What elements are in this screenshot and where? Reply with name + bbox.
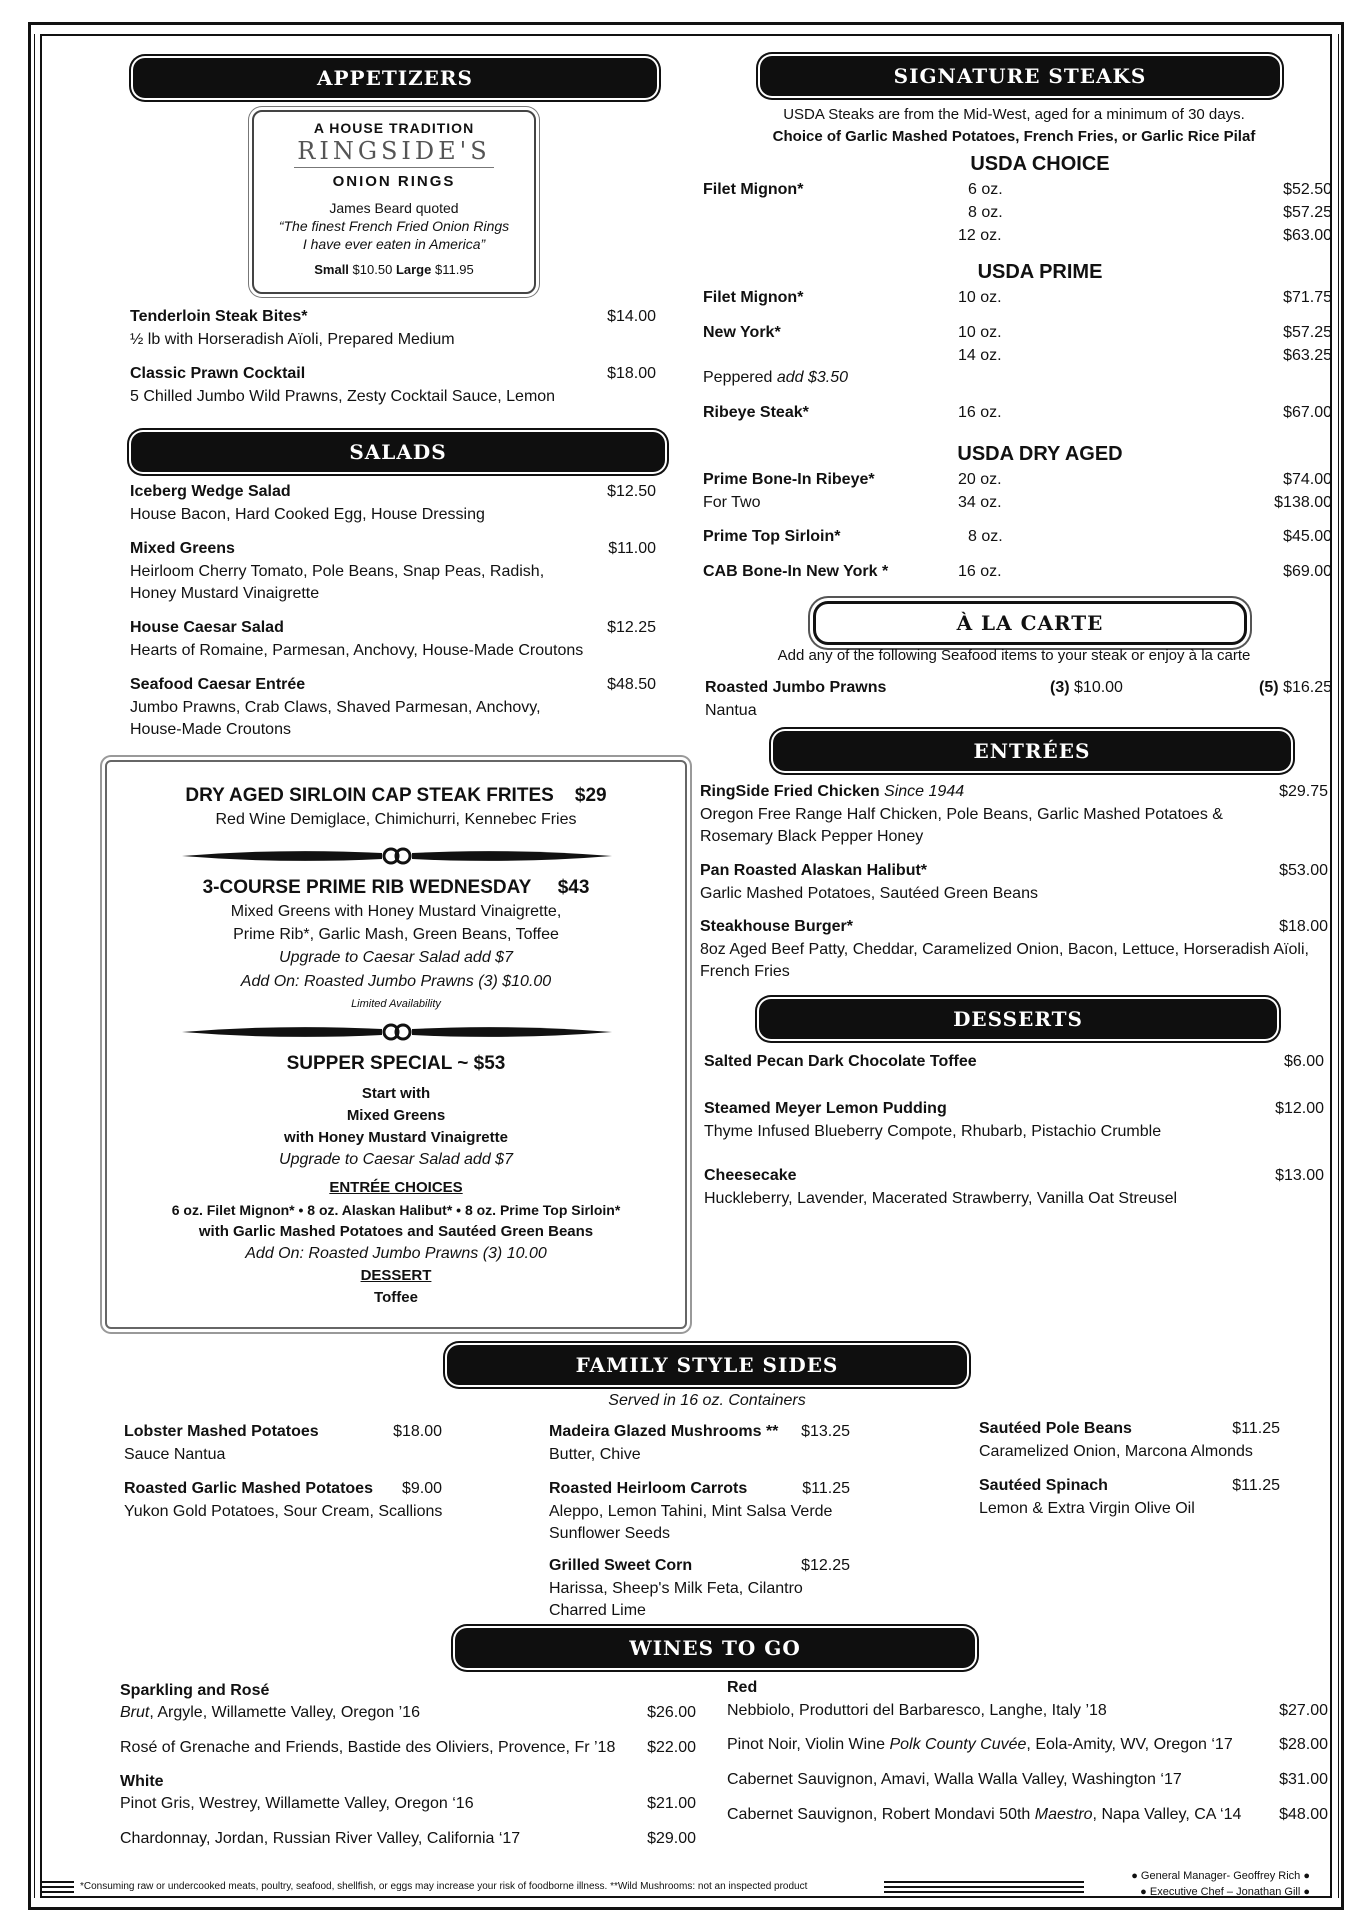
dessert-name: Salted Pecan Dark Chocolate Toffee [704, 1053, 977, 1070]
supper-title: SUPPER SPECIAL ~ $53 [286, 1053, 506, 1074]
steak-price: $63.00 [1283, 227, 1332, 244]
side-name: Sautéed Spinach [979, 1477, 1108, 1494]
qty-price: $16.25 [1283, 679, 1332, 696]
wine-section-heading: White [120, 1773, 164, 1790]
usda-dry-aged-heading: USDA DRY AGED [957, 443, 1123, 465]
steak-size: 8 oz. [968, 528, 1003, 545]
steak-size: 16 oz. [958, 404, 1002, 421]
appetizers-title: APPETIZERS [317, 66, 473, 90]
qty-label: (3) [1050, 679, 1070, 696]
signature-steaks-title: SIGNATURE STEAKS [893, 64, 1147, 88]
menu-item-price: $12.25 [607, 619, 656, 636]
side-price: $18.00 [393, 1423, 442, 1440]
wine-style: Brut [120, 1704, 150, 1721]
entree-desc: 8oz Aged Beef Patty, Cheddar, Caramelized Onion, Bacon, Lettuce, Horseradish Aïoli, [700, 941, 1309, 958]
a-la-carte-banner [816, 604, 1244, 642]
small-price: $10.50 [352, 262, 393, 277]
entree-desc: Oregon Free Range Half Chicken, Pole Beans, Garlic Mashed Potatoes & [700, 806, 1223, 823]
frites-price: $29 [574, 785, 607, 806]
desserts-banner [759, 999, 1277, 1039]
wine-section-heading: Red [727, 1679, 758, 1696]
steak-name: Prime Top Sirloin* [703, 528, 841, 545]
entree-desc: Garlic Mashed Potatoes, Sautéed Green Beans [700, 885, 1038, 902]
steak-name: Prime Bone-In Ribeye* [703, 471, 875, 488]
dessert-desc: Huckleberry, Lavender, Macerated Strawberry, Vanilla Oat Streusel [704, 1190, 1178, 1207]
entree-name: Steakhouse Burger* [700, 918, 853, 935]
page-border-rule-right [1338, 34, 1339, 1898]
steak-name: Filet Mignon* [703, 289, 804, 306]
side-name: Madeira Glazed Mushrooms ** [549, 1423, 779, 1440]
prime-price: $43 [557, 877, 590, 898]
steak-size: 14 oz. [958, 347, 1002, 364]
menu-item-desc: 5 Chilled Jumbo Wild Prawns, Zesty Cocktail Sauce, Lemon [130, 388, 556, 405]
steak-size: 20 oz. [958, 471, 1002, 488]
wine-item [727, 1735, 1233, 1755]
menu-item-name: Seafood Caesar Entrée [130, 676, 306, 693]
wine-section-heading: Sparkling and Rosé [120, 1682, 270, 1699]
menu-item-desc: Honey Mustard Vinaigrette [130, 585, 320, 602]
entree-choices-line-2: with Garlic Mashed Potatoes and Sautéed Green Beans [198, 1223, 594, 1240]
tradition-kicker: A HOUSE TRADITION [313, 120, 475, 136]
entree-price: $18.00 [1279, 918, 1328, 935]
wine-desc: Cabernet Sauvignon, Robert Mondavi 50th [727, 1806, 1035, 1823]
menu-item-price: $11.00 [608, 540, 656, 557]
menu-item-price: $12.50 [607, 483, 656, 500]
menu-item-desc: Heirloom Cherry Tomato, Pole Beans, Snap Peas, Radish, [130, 563, 545, 580]
dessert-price: $12.00 [1275, 1100, 1324, 1117]
footer-rule [884, 1891, 1084, 1893]
tradition-quote-by: James Beard quoted [329, 200, 459, 216]
steak-price: $67.00 [1283, 404, 1332, 421]
signature-steaks-banner [760, 56, 1280, 96]
wine-price: $28.00 [1279, 1736, 1328, 1753]
steak-size: 8 oz. [968, 204, 1003, 221]
specials-box [105, 760, 687, 1329]
side-name: Roasted Heirloom Carrots [549, 1480, 748, 1497]
prime-title: 3-COURSE PRIME RIB WEDNESDAY [202, 877, 532, 898]
menu-item-price: $14.00 [607, 308, 656, 325]
menu-item-name: Iceberg Wedge Salad [130, 483, 291, 500]
side-desc: Butter, Chive [549, 1446, 641, 1463]
side-name: Sautéed Pole Beans [979, 1420, 1132, 1437]
menu-item-desc: House Bacon, Hard Cooked Egg, House Dressing [130, 506, 485, 523]
side-price: $11.25 [802, 1480, 850, 1497]
wine-item: Chardonnay, Jordan, Russian River Valley, California ‘17 [120, 1830, 521, 1847]
entrees-title: ENTRÉES [973, 739, 1091, 763]
peppered-note [703, 368, 848, 388]
sides-note: Served in 16 oz. Containers [608, 1392, 806, 1409]
usda-prime-heading: USDA PRIME [977, 261, 1103, 283]
appetizers-banner [133, 58, 657, 98]
steak-size: 10 oz. [958, 289, 1002, 306]
page-border-rule-left [34, 34, 35, 1898]
dessert-name: Cheesecake [704, 1167, 797, 1184]
peppered-price: add $3.50 [776, 369, 849, 386]
menu-item-desc: ½ lb with Horseradish Aïoli, Prepared Medium [130, 331, 455, 348]
tradition-name: ONION RINGS [332, 173, 456, 190]
footer-rule [42, 1881, 74, 1883]
ringsides-logo: RINGSIDE'S [297, 137, 491, 165]
footer-rule [884, 1881, 1084, 1883]
peppered-label: Peppered [703, 369, 773, 386]
side-desc: Aleppo, Lemon Tahini, Mint Salsa Verde [549, 1503, 833, 1520]
side-desc: Sauce Nantua [124, 1446, 226, 1463]
supper-line-2: Mixed Greens [346, 1107, 446, 1124]
steak-sub: For Two [703, 494, 761, 511]
prime-line-4: Add On: Roasted Jumbo Prawns (3) $10.00 [240, 973, 552, 990]
footer-rule [42, 1891, 74, 1893]
wine-price: $31.00 [1279, 1771, 1328, 1788]
steak-name: New York* [703, 324, 781, 341]
entree-price: $29.75 [1279, 783, 1328, 800]
a-la-carte-price-3 [1050, 678, 1123, 698]
footer-executive-chef: ● Executive Chef – Jonathan Gill ● [1140, 1886, 1310, 1898]
tradition-prices [254, 260, 534, 280]
wine-item [727, 1805, 1241, 1825]
side-price: $11.25 [1232, 1477, 1280, 1494]
steak-size: 34 oz. [958, 494, 1002, 511]
wine-price: $26.00 [647, 1704, 696, 1721]
menu-item-price: $18.00 [607, 365, 656, 382]
side-desc: Charred Lime [549, 1602, 646, 1619]
family-style-sides-title: FAMILY STYLE SIDES [575, 1353, 839, 1377]
side-desc: Sunflower Seeds [549, 1525, 670, 1542]
steak-size: 16 oz. [958, 563, 1002, 580]
wine-item: Rosé of Grenache and Friends, Bastide des Oliviers, Provence, Fr ’18 [120, 1739, 616, 1756]
side-name: Lobster Mashed Potatoes [124, 1423, 319, 1440]
prime-heading [107, 876, 685, 900]
steak-price: $71.75 [1283, 289, 1332, 306]
wines-to-go-title: WINES TO GO [629, 1636, 801, 1660]
wine-price: $48.00 [1279, 1806, 1328, 1823]
frites-title: DRY AGED SIRLOIN CAP STEAK FRITES [185, 785, 554, 806]
dessert-item: Toffee [374, 1289, 418, 1306]
entree-choices-heading: ENTRÉE CHOICES [329, 1179, 463, 1196]
menu-item-desc: House-Made Croutons [130, 721, 291, 738]
footer-general-manager: ● General Manager- Geoffrey Rich ● [1131, 1870, 1310, 1882]
dessert-name: Steamed Meyer Lemon Pudding [704, 1100, 947, 1117]
frites-heading [107, 784, 685, 808]
dessert-heading: DESSERT [360, 1267, 432, 1284]
ornamental-divider [182, 844, 612, 868]
steak-price: $45.00 [1283, 528, 1332, 545]
wine-price: $27.00 [1279, 1702, 1328, 1719]
menu-item-desc: Jumbo Prawns, Crab Claws, Shaved Parmesan, Anchovy, [130, 699, 541, 716]
onion-rings-card [252, 110, 536, 294]
steak-price: $57.25 [1283, 204, 1332, 221]
entree-since: Since 1944 [884, 783, 965, 800]
side-name: Grilled Sweet Corn [549, 1557, 693, 1574]
wine-price: $29.00 [647, 1830, 696, 1847]
entree-desc: Rosemary Black Pepper Honey [700, 828, 924, 845]
wine-item: Nebbiolo, Produttori del Barbaresco, Langhe, Italy ’18 [727, 1702, 1107, 1719]
wine-cuvee: Polk County Cuvée [889, 1736, 1027, 1753]
entree-name: RingSide Fried Chicken [700, 783, 880, 800]
side-price: $9.00 [401, 1480, 442, 1497]
wine-desc: Pinot Noir, Violin Wine [727, 1736, 890, 1753]
wine-price: $22.00 [647, 1739, 696, 1756]
entrees-banner [773, 731, 1291, 771]
steak-price: $138.00 [1274, 494, 1332, 511]
side-desc: Harissa, Sheep's Milk Feta, Cilantro [549, 1580, 803, 1597]
steak-price: $52.50 [1283, 181, 1332, 198]
prime-line-1: Mixed Greens with Honey Mustard Vinaigrette, [230, 903, 562, 920]
a-la-carte-note: Add any of the following Seafood items to your steak or enjoy à la carte [777, 647, 1251, 664]
steak-price: $57.25 [1283, 324, 1332, 341]
side-desc: Yukon Gold Potatoes, Sour Cream, Scallions [124, 1503, 443, 1520]
entree-choices-line-1: 6 oz. Filet Mignon* • 8 oz. Alaskan Halibut* • 8 oz. Prime Top Sirloin* [171, 1202, 621, 1218]
qty-label: (5) [1259, 679, 1279, 696]
steak-price: $74.00 [1283, 471, 1332, 488]
prime-line-2: Prime Rib*, Garlic Mash, Green Beans, Toffee [233, 926, 559, 943]
usda-choice-heading: USDA CHOICE [970, 153, 1110, 175]
tradition-quote-2: I have ever eaten in America” [302, 236, 486, 252]
entree-price: $53.00 [1279, 862, 1328, 879]
wine-desc: , Napa Valley, CA ‘14 [1092, 1806, 1242, 1823]
steak-price: $69.00 [1283, 563, 1332, 580]
menu-item-name: Mixed Greens [130, 540, 235, 557]
a-la-carte-item: Roasted Jumbo Prawns [705, 679, 887, 696]
supper-line-1: Start with [361, 1085, 431, 1102]
wine-cuvee: Maestro [1034, 1806, 1093, 1823]
desserts-title: DESSERTS [953, 1007, 1083, 1031]
family-style-sides-banner [447, 1345, 967, 1385]
side-price: $11.25 [1232, 1420, 1280, 1437]
prime-line-3: Upgrade to Caesar Salad add $7 [279, 949, 513, 966]
menu-item-price: $48.50 [607, 676, 656, 693]
dessert-desc: Thyme Infused Blueberry Compote, Rhubarb, Pistachio Crumble [704, 1123, 1162, 1140]
small-label: Small [314, 262, 349, 277]
dessert-price: $13.00 [1275, 1167, 1324, 1184]
wine-item: Cabernet Sauvignon, Amavi, Walla Walla Valley, Washington ‘17 [727, 1771, 1182, 1788]
steak-name: Ribeye Steak* [703, 404, 809, 421]
a-la-carte-price-5 [1200, 678, 1332, 698]
wine-item: Pinot Gris, Westrey, Willamette Valley, Oregon ‘16 [120, 1795, 474, 1812]
side-desc: Lemon & Extra Virgin Olive Oil [979, 1500, 1195, 1517]
side-price: $13.25 [801, 1423, 850, 1440]
tradition-quote-1: “The finest French Fried Onion Rings [278, 218, 510, 234]
side-price: $12.25 [801, 1557, 850, 1574]
entree-choices-line-3: Add On: Roasted Jumbo Prawns (3) 10.00 [245, 1245, 547, 1262]
side-name: Roasted Garlic Mashed Potatoes [124, 1480, 373, 1497]
footer-rule [884, 1886, 1084, 1888]
steaks-note-2: Choice of Garlic Mashed Potatoes, French Fries, or Garlic Rice Pilaf [772, 128, 1256, 145]
steaks-note-1: USDA Steaks are from the Mid-West, aged for a minimum of 30 days. [783, 106, 1245, 123]
steak-name: CAB Bone-In New York * [703, 563, 889, 580]
side-desc: Caramelized Onion, Marcona Almonds [979, 1443, 1253, 1460]
menu-item-desc: Hearts of Romaine, Parmesan, Anchovy, House-Made Croutons [130, 642, 584, 659]
tradition-rule [294, 167, 494, 168]
supper-line-4: Upgrade to Caesar Salad add $7 [279, 1151, 513, 1168]
dessert-price: $6.00 [1283, 1053, 1324, 1070]
salads-title: SALADS [349, 440, 447, 464]
qty-price: $10.00 [1074, 679, 1123, 696]
large-label: Large [395, 262, 432, 277]
wine-item [120, 1703, 420, 1723]
steak-size: 6 oz. [968, 181, 1003, 198]
frites-desc: Red Wine Demiglace, Chimichurri, Kennebec Fries [215, 811, 577, 828]
wine-desc: , Eola-Amity, WV, Oregon ‘17 [1026, 1736, 1233, 1753]
steak-size: 10 oz. [958, 324, 1002, 341]
supper-line-3: with Honey Mustard Vinaigrette [284, 1129, 508, 1146]
prime-line-5: Limited Availability [351, 998, 441, 1010]
entree-chicken [700, 782, 964, 802]
wine-price: $21.00 [647, 1795, 696, 1812]
footer-disclaimer: *Consuming raw or undercooked meats, poultry, seafood, shellfish, or eggs may increase your risk of foodborne illness. **Wild Mushrooms: not an inspected product [80, 1881, 808, 1892]
menu-item-name: House Caesar Salad [130, 619, 284, 636]
steak-price: $63.25 [1283, 347, 1332, 364]
steak-size: 12 oz. [958, 227, 1002, 244]
steak-name: Filet Mignon* [703, 181, 804, 198]
entree-name: Pan Roasted Alaskan Halibut* [700, 862, 928, 879]
entree-desc: French Fries [700, 963, 790, 980]
salads-banner [131, 432, 665, 472]
large-price: $11.95 [434, 262, 474, 277]
menu-item-name: Classic Prawn Cocktail [130, 365, 306, 382]
wine-desc: , Argyle, Willamette Valley, Oregon ’16 [149, 1704, 420, 1721]
a-la-carte-title: À LA CARTE [956, 611, 1104, 635]
wines-to-go-banner [455, 1628, 975, 1668]
a-la-carte-sub: Nantua [705, 702, 757, 719]
menu-item-name: Tenderloin Steak Bites* [130, 308, 308, 325]
ornamental-divider [182, 1020, 612, 1044]
footer-rule [42, 1886, 74, 1888]
